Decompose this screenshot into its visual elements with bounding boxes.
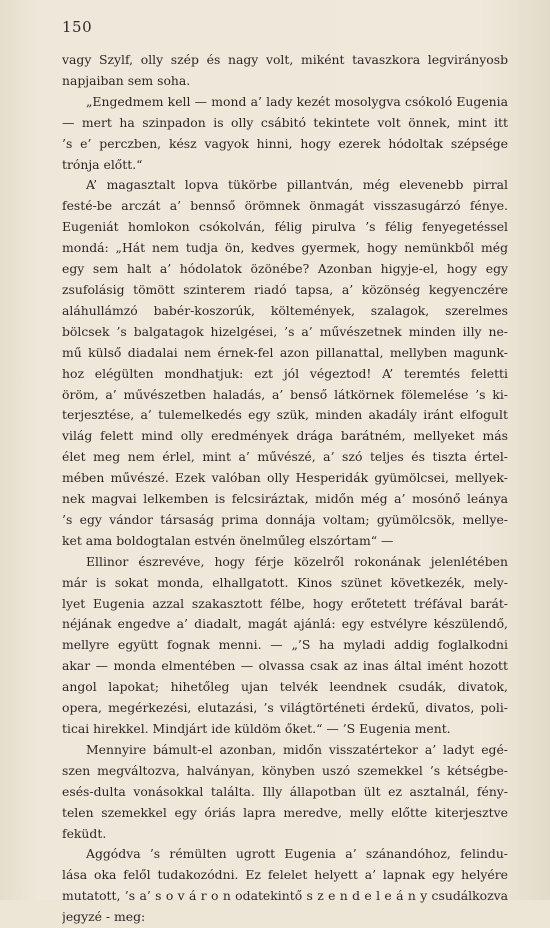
- text-line: zsufolásig tömött szinterem riadó tapsa, a’ közönség kegyenczére: [62, 281, 508, 297]
- text-line: esés-dulta vonásokkal találta. Illy állapotban ült ez asztalnál, fény-: [62, 783, 508, 799]
- text-line: szen megváltozva, halványan, könyben uszó szemekkel ’s kétségbe-: [62, 762, 508, 778]
- text-line: aláhullámzó babér-koszorúk, költemények, szalagok, szerelmes: [62, 302, 508, 318]
- text-line: mellyre együtt fognak menni. — „’S ha myladi addig foglalkodni: [62, 637, 508, 653]
- text-line: élet meg nem érlel, mint a’ művészé, a’ szó teljes és tiszta értel-: [62, 449, 508, 465]
- text-line: hoz elégülten mondhatjuk: ezt jól végeztod! A’ teremtés feletti: [62, 365, 508, 381]
- text-line: angol lapokat; hihetőleg ujan telvék leendnek csudák, divatok,: [62, 679, 508, 695]
- text-line: egy sem halt a’ hódolatok özönébe? Azonban higyje-el, hogy egy: [62, 261, 508, 277]
- text-line: lása oka felől tudakozódni. Ez felelet helyett a’ lapnak egy helyére: [62, 867, 508, 883]
- text-line: ticai hirekkel. Mindjárt ide küldöm őket.“ — ’S Eugenia ment.: [62, 721, 451, 736]
- text-line: terjesztése, a’ tulemelkedés egy szük, minden akadály iránt elfogult: [62, 407, 508, 423]
- text-line: trónja előtt.“: [62, 156, 143, 172]
- text-line: mutatott, ’s a’ s o v á r o n odatekintő s z e n d e l e á n y csudálkozva: [62, 888, 508, 904]
- text-line: Mennyire bámult-el azonban, midőn visszatértekor a’ ladyt egé-: [86, 741, 508, 757]
- text-line: festé-be arczát a’ bennső örömnek önmagát visszasugárzó fénye.: [62, 198, 508, 214]
- text-line: feküdt.: [62, 825, 107, 841]
- text-line: A’ magasztalt lopva tükörbe pillantván, még elevenebb pirral: [86, 177, 508, 193]
- text-line: néjának engedve a’ diadalt, magát ajánlá: egy estvélyre készülendő,: [62, 616, 508, 632]
- text-line: telen szemekkel egy óriás lapra meredve, melly előtte kiterjesztve: [62, 804, 508, 820]
- text-line: ket ama boldogtalan estvén önelműleg elszórtam“ —: [62, 532, 394, 548]
- body-text: [62, 50, 508, 928]
- text-line: napjaiban sem soha.: [62, 72, 191, 88]
- text-line: Eugeniát homlokon csókolván, félig pirulva ’s félig fenyegetéssel: [62, 219, 508, 235]
- text-line: jegyzé - meg:: [62, 909, 146, 925]
- text-line: „Engedmem kell — mond a’ lady kezét mosolygva csókoló Eugenia: [86, 93, 508, 109]
- text-line: mondá: „Hát nem tudja ön, kedves gyermek, hogy nemünkből még: [62, 240, 508, 256]
- text-line: — mert ha szinpadon is olly csábitó tekintete volt önnek, mint itt: [62, 114, 508, 130]
- text-line: öröm, a’ művészetben haladás, a’ benső látkörnek fölemelése ’s ki-: [62, 386, 508, 402]
- page-number: 150: [62, 18, 93, 36]
- text-line: mében művészé. Ezek valóban olly Hesperidák gyümölcsei, mellyek-: [62, 470, 508, 486]
- text-line: ’s egy vándor társaság prima donnája voltam; gyümölcsök, mellye-: [62, 511, 508, 527]
- text-line: nek magvai lelkemben is felcsiráztak, midőn még a’ mosónő leánya: [62, 491, 508, 507]
- text-line: akar — monda elmentében — olvassa csak az inas által imént hozott: [62, 658, 508, 674]
- text-line: bölcsek ’s balgatagok hizelgései, ’s a’ művészetnek minden illy ne-: [62, 323, 508, 339]
- text-line: vagy Szylf, olly szép és nagy volt, miként tavaszkora legvirányosb: [62, 52, 508, 67]
- text-line: opera, megérkezési, elutazási, ’s világtörténeti érdekű, divatos, poli-: [62, 700, 508, 716]
- text-line: mű külső diadalai nem érnek-fel azon pillanattal, mellyben magunk-: [62, 344, 508, 360]
- text-line: lyet Eugenia azzal szakasztott félbe, hogy erőtetett tréfával barát-: [62, 595, 508, 611]
- text-line: ’s e’ perczben, kész vagyok hinni, hogy ezerek hódoltak szépsége: [62, 135, 508, 151]
- text-line: már is sokat monda, elhallgatott. Kinos szünet következék, mely-: [62, 574, 508, 590]
- text-line: Aggódva ’s rémülten ugrott Eugenia a’ szánandóhoz, felindu-: [86, 846, 508, 862]
- text-line: Ellinor észrevéve, hogy férje közelről rokonának jelenlétében: [86, 553, 508, 569]
- text-line: világ felett mind olly eredmények drága barátném, mellyeket más: [62, 428, 508, 444]
